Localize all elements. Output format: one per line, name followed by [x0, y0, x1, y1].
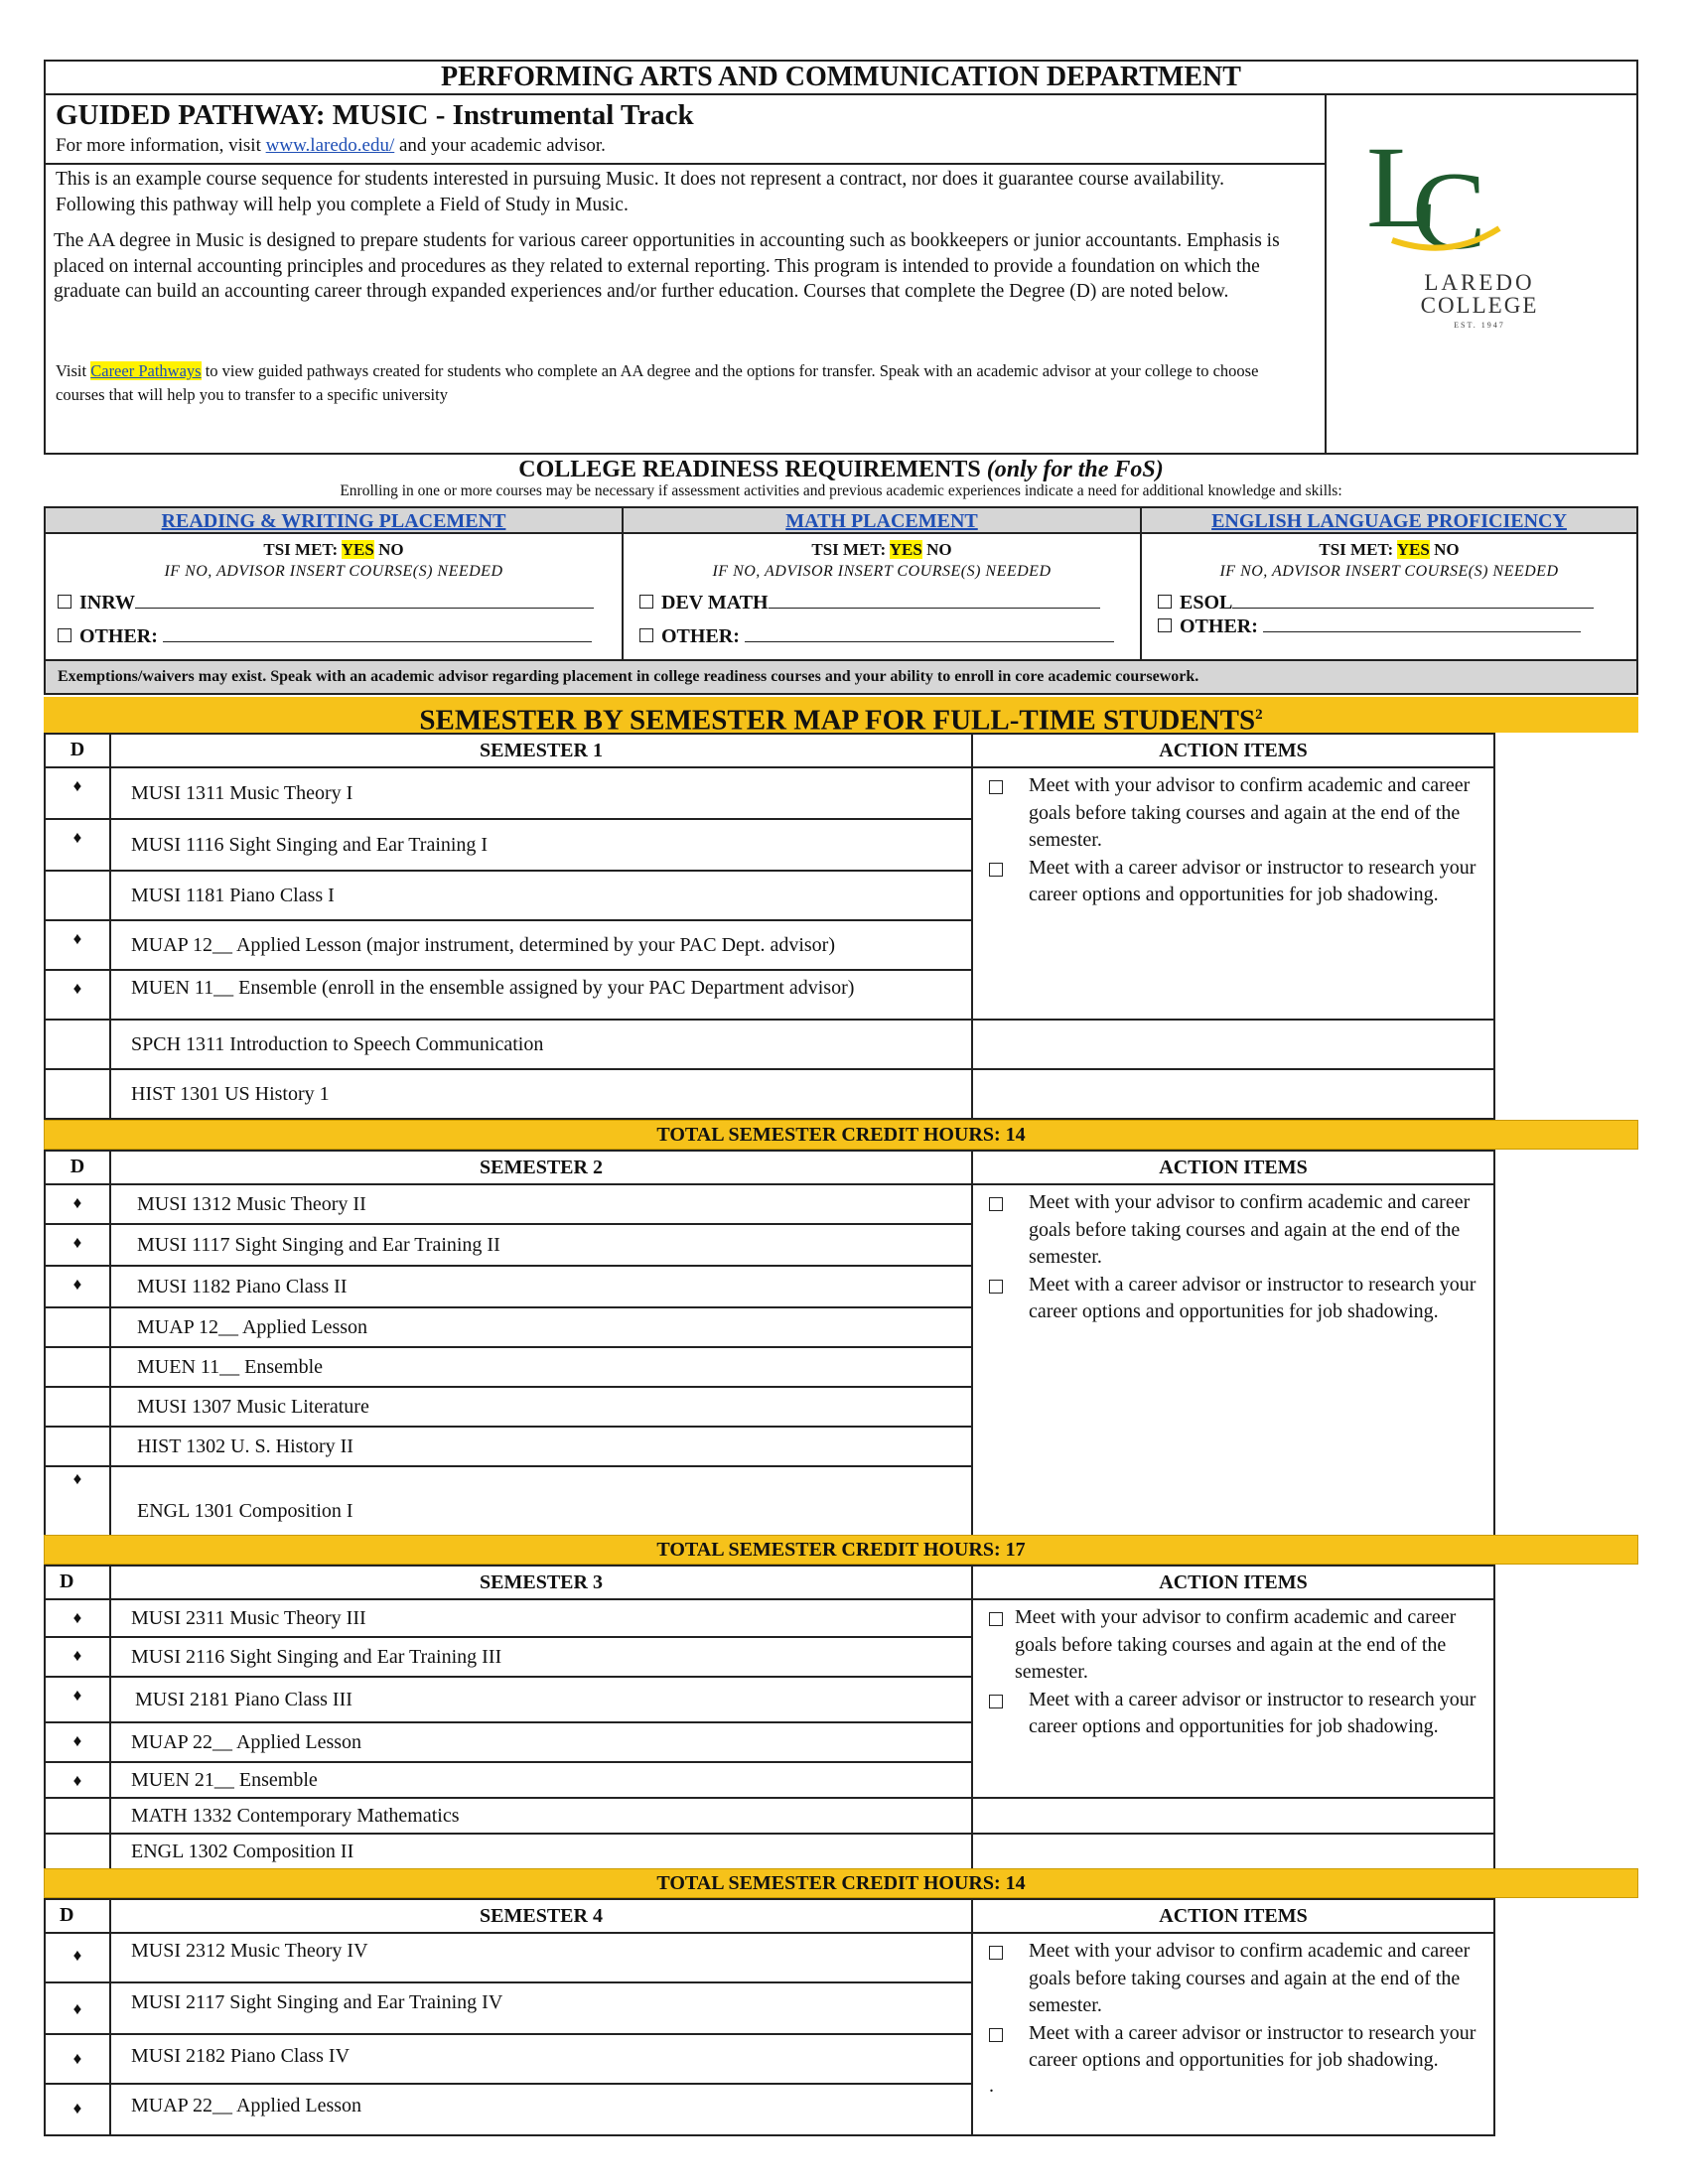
action-item-text: Meet with a career advisor or instructor to research your career options and opportunities for job shadowing.: [1029, 1688, 1477, 1737]
course-cell: MUEN 21__ Ensemble: [110, 1762, 972, 1798]
course-cell: MUSI 1311 Music Theory I: [110, 767, 972, 819]
readiness-title: [44, 455, 1638, 484]
math-placement-heading[interactable]: MATH PLACEMENT: [785, 510, 978, 532]
english-option-esol: [1158, 592, 1594, 614]
intro-paragraph-2: The AA degree in Music is designed to prepare students for various career opportunities in accounting such as bookkeepers or junior accountants. Emphasis is placed on internal accounting principles and procedures as they related to external reporting. This program is intended to provide a foundation on which the graduate can build an accounting career through expanded experiences and/or further education. Courses that complete the Degree (D) are noted below.: [54, 230, 1280, 302]
reading-writing-heading[interactable]: READING & WRITING PLACEMENT: [161, 510, 506, 532]
english-tsi-label: TSI MET:: [1319, 540, 1397, 559]
reading-other-blank[interactable]: [163, 641, 592, 642]
logo-image: [1331, 109, 1628, 338]
info-suffix: and your academic advisor.: [394, 135, 606, 156]
degree-marker: ♦: [45, 1982, 110, 2034]
degree-marker-empty: [45, 1347, 110, 1387]
math-other-checkbox[interactable]: [639, 628, 653, 642]
logo-name-2: COLLEGE: [1420, 293, 1539, 318]
reading-tsi: [46, 540, 622, 560]
action-item: [989, 1687, 1483, 1741]
degree-marker: ♦: [45, 2034, 110, 2084]
intro-paragraph-1: This is an example course sequence for students interested in pursuing Music. It does not represent a contract, nor does it guarantee course availability. Following this pathway will help you complete a Field of Study in Music.: [56, 169, 1225, 215]
course-cell: MUEN 11__ Ensemble (enroll in the ensemble assigned by your PAC Department advisor): [110, 970, 972, 1020]
esol-blank[interactable]: [1232, 608, 1594, 609]
action-item-text: Meet with your advisor to confirm academic and career goals before taking courses and again at the end of the semester.: [1029, 1940, 1471, 2016]
inrw-blank[interactable]: [135, 608, 594, 609]
degree-marker: ♦: [45, 1599, 110, 1637]
action-item: [989, 1272, 1483, 1326]
title-divider: [44, 163, 1325, 165]
action-checkbox[interactable]: [989, 1612, 1003, 1626]
semester-4-header: SEMESTER 4: [110, 1899, 972, 1933]
degree-marker-empty: [45, 1427, 110, 1466]
action-checkbox[interactable]: [989, 1946, 1003, 1960]
trailing-mark: .: [989, 2074, 994, 2097]
action-item: [989, 2020, 1483, 2075]
course-cell: MUSI 2181 Piano Class III: [110, 1677, 972, 1722]
math-tsi-label: TSI MET:: [811, 540, 890, 559]
reading-other-checkbox[interactable]: [58, 628, 71, 642]
degree-marker: ♦: [45, 1637, 110, 1677]
course-cell: MUSI 1312 Music Theory II: [110, 1184, 972, 1224]
english-tsi-no: NO: [1429, 540, 1460, 559]
action-item-text: Meet with your advisor to confirm academic and career goals before taking courses and again at the end of the semester.: [1015, 1606, 1457, 1683]
laredo-link[interactable]: www.laredo.edu/: [265, 135, 395, 156]
action-item: [989, 1604, 1483, 1687]
logo-divider: [1325, 95, 1327, 455]
english-other-blank[interactable]: [1263, 631, 1581, 632]
action-items-header: ACTION ITEMS: [972, 1151, 1494, 1184]
readiness-title-text: COLLEGE READINESS REQUIREMENTS: [518, 457, 981, 482]
course-cell: MUSI 1307 Music Literature: [110, 1387, 972, 1427]
course-cell: MUSI 2117 Sight Singing and Ear Training IV: [110, 1982, 972, 2034]
d-column-header: D: [45, 734, 110, 767]
devmath-checkbox[interactable]: [639, 595, 653, 609]
course-cell: MUAP 12__ Applied Lesson (major instrument, determined by your PAC Dept. advisor): [110, 920, 972, 970]
reading-tsi-label: TSI MET:: [263, 540, 342, 559]
inrw-checkbox[interactable]: [58, 595, 71, 609]
english-proficiency-heading[interactable]: ENGLISH LANGUAGE PROFICIENCY: [1211, 510, 1567, 532]
course-cell: MUAP 22__ Applied Lesson: [110, 1722, 972, 1762]
logo-l: L: [1366, 122, 1439, 252]
action-checkbox[interactable]: [989, 2028, 1003, 2042]
esol-checkbox[interactable]: [1158, 595, 1172, 609]
course-cell: HIST 1302 U. S. History II: [110, 1427, 972, 1466]
degree-marker-empty: [45, 1834, 110, 1869]
visit-suffix: to view guided pathways created for students who complete an AA degree and the options for transfer. Speak with an academic advisor at your college to choose courses that will help you to transfer to a specific university: [56, 361, 1259, 404]
english-advisor-note: IF NO, ADVISOR INSERT COURSE(S) NEEDED: [1219, 563, 1559, 580]
action-item-text: Meet with a career advisor or instructor to research your career options and opportunities for job shadowing.: [1029, 1273, 1477, 1322]
devmath-label: DEV MATH: [661, 592, 769, 614]
english-option-other: [1158, 615, 1581, 638]
exemptions-bar: Exemptions/waivers may exist. Speak with an academic advisor regarding placement in college readiness courses and your ability to enroll in core academic coursework.: [44, 661, 1638, 695]
math-advisor-note: IF NO, ADVISOR INSERT COURSE(S) NEEDED: [712, 563, 1052, 580]
action-empty: [972, 1069, 1494, 1119]
course-cell: MUAP 22__ Applied Lesson: [110, 2084, 972, 2135]
degree-marker: ♦: [45, 1677, 110, 1722]
action-items: [972, 1933, 1494, 2135]
action-items: [972, 1599, 1494, 1798]
course-cell: HIST 1301 US History 1: [110, 1069, 972, 1119]
action-item: [989, 1189, 1483, 1272]
course-cell: MUSI 1117 Sight Singing and Ear Training II: [110, 1224, 972, 1266]
degree-marker-empty: [45, 1798, 110, 1834]
readiness-subtitle: Enrolling in one or more courses may be necessary if assessment activities and previous academic experiences indicate a need for additional knowledge and skills:: [340, 482, 1342, 499]
action-items: [972, 767, 1494, 1020]
semester-1-total: TOTAL SEMESTER CREDIT HOURS: 14: [44, 1120, 1638, 1150]
info-line: [56, 135, 606, 157]
action-items-header: ACTION ITEMS: [972, 1566, 1494, 1599]
reading-tsi-no: NO: [373, 540, 404, 559]
semester-2-header: SEMESTER 2: [110, 1151, 972, 1184]
reading-option-other: [58, 625, 592, 648]
laredo-college-logo: [1331, 109, 1628, 338]
english-tsi: [1142, 540, 1636, 560]
degree-marker-empty: [45, 1020, 110, 1069]
degree-marker-empty: [45, 871, 110, 920]
course-cell: ENGL 1302 Composition II: [110, 1834, 972, 1869]
course-cell: MUEN 11__ Ensemble: [110, 1347, 972, 1387]
course-cell: MUSI 1181 Piano Class I: [110, 871, 972, 920]
esol-label: ESOL: [1180, 592, 1233, 614]
action-item-text: Meet with a career advisor or instructor to research your career options and opportunities for job shadowing.: [1029, 2021, 1477, 2071]
d-column-header: D: [45, 1151, 110, 1184]
course-cell: MUSI 1116 Sight Singing and Ear Training I: [110, 819, 972, 871]
degree-marker: ♦: [45, 1762, 110, 1798]
math-other-blank[interactable]: [745, 641, 1114, 642]
degree-marker: ♦: [45, 1266, 110, 1307]
math-tsi-no: NO: [921, 540, 952, 559]
d-column-header: D: [45, 1899, 110, 1933]
action-item-text: Meet with your advisor to confirm academic and career goals before taking courses and again at the end of the semester.: [1029, 1191, 1471, 1268]
semester-4-table: [44, 1898, 1495, 2136]
degree-marker: ♦: [45, 2084, 110, 2135]
action-checkbox[interactable]: [989, 1197, 1003, 1211]
course-cell: ENGL 1301 Composition I: [110, 1466, 972, 1538]
semester-3-table: [44, 1565, 1495, 1870]
semester-3-total: TOTAL SEMESTER CREDIT HOURS: 14: [44, 1868, 1638, 1898]
english-other-checkbox[interactable]: [1158, 618, 1172, 632]
action-item: [989, 855, 1483, 909]
degree-marker-empty: [45, 1307, 110, 1347]
action-items-header: ACTION ITEMS: [972, 1899, 1494, 1933]
pathway-title: GUIDED PATHWAY: MUSIC - Instrumental Track: [56, 99, 694, 131]
degree-marker: ♦: [45, 1184, 110, 1224]
d-column-header: D: [45, 1566, 110, 1599]
career-pathways-link[interactable]: Career Pathways: [90, 361, 202, 380]
math-other-label: OTHER:: [661, 625, 740, 647]
semester-1-table: [44, 733, 1495, 1120]
math-option-devmath: [639, 592, 1100, 614]
logo-name-1: LAREDO: [1424, 270, 1535, 295]
action-item: [989, 772, 1483, 855]
course-cell: MUSI 2312 Music Theory IV: [110, 1933, 972, 1982]
semester-map-title-sup: 2: [1255, 707, 1263, 723]
semester-2-table: [44, 1150, 1495, 1539]
action-empty: [972, 1020, 1494, 1069]
action-empty: [972, 1798, 1494, 1834]
action-checkbox[interactable]: [989, 780, 1003, 794]
degree-marker-empty: [45, 1069, 110, 1119]
course-cell: SPCH 1311 Introduction to Speech Communication: [110, 1020, 972, 1069]
action-checkbox[interactable]: [989, 1280, 1003, 1294]
course-cell: MUSI 2116 Sight Singing and Ear Training III: [110, 1637, 972, 1677]
action-checkbox[interactable]: [989, 863, 1003, 877]
career-pathways-line: [56, 359, 1307, 407]
course-cell: MUSI 2182 Piano Class IV: [110, 2034, 972, 2084]
math-option-other: [639, 625, 1114, 648]
semester-1-header: SEMESTER 1: [110, 734, 972, 767]
semester-2-total: TOTAL SEMESTER CREDIT HOURS: 17: [44, 1535, 1638, 1565]
degree-marker: ♦: [45, 1722, 110, 1762]
degree-marker-empty: [45, 1387, 110, 1427]
reading-advisor-note: IF NO, ADVISOR INSERT COURSE(S) NEEDED: [164, 563, 503, 580]
semester-3-header: SEMESTER 3: [110, 1566, 972, 1599]
info-prefix: For more information, visit: [56, 135, 266, 156]
degree-marker: ♦: [45, 819, 110, 871]
degree-marker: ♦: [45, 920, 110, 970]
logo-c: C: [1412, 150, 1486, 273]
course-cell: MUAP 12__ Applied Lesson: [110, 1307, 972, 1347]
math-tsi: [624, 540, 1140, 560]
action-items: [972, 1184, 1494, 1538]
semester-map-title: [44, 697, 1638, 737]
devmath-blank[interactable]: [769, 608, 1100, 609]
action-empty: [972, 1834, 1494, 1869]
logo-est: EST. 1947: [1454, 321, 1505, 330]
semester-map-title-text: SEMESTER BY SEMESTER MAP FOR FULL-TIME STUDENTS: [419, 704, 1256, 737]
english-tsi-yes: YES: [1396, 540, 1430, 559]
degree-marker: ♦: [45, 1933, 110, 1982]
degree-marker: ♦: [45, 1466, 110, 1538]
readiness-title-note: (only for the FoS): [986, 457, 1164, 482]
visit-prefix: Visit: [56, 361, 91, 380]
course-cell: MATH 1332 Contemporary Mathematics: [110, 1798, 972, 1834]
degree-marker: ♦: [45, 970, 110, 1020]
degree-marker: ♦: [45, 767, 110, 819]
inrw-label: INRW: [79, 592, 135, 614]
action-item-text: Meet with your advisor to confirm academic and career goals before taking courses and again at the end of the semester.: [1029, 774, 1471, 851]
action-item: [989, 1938, 1483, 2020]
department-title: PERFORMING ARTS AND COMMUNICATION DEPARTMENT: [44, 60, 1638, 95]
math-tsi-yes: YES: [889, 540, 922, 559]
course-cell: MUSI 1182 Piano Class II: [110, 1266, 972, 1307]
course-cell: MUSI 2311 Music Theory III: [110, 1599, 972, 1637]
action-checkbox[interactable]: [989, 1695, 1003, 1708]
reading-other-label: OTHER:: [79, 625, 158, 647]
action-items-header: ACTION ITEMS: [972, 734, 1494, 767]
english-other-label: OTHER:: [1180, 615, 1258, 637]
degree-marker: ♦: [45, 1224, 110, 1266]
action-item-text: Meet with a career advisor or instructor to research your career options and opportunities for job shadowing.: [1029, 856, 1477, 905]
reading-option-inrw: [58, 592, 594, 614]
reading-tsi-yes: YES: [341, 540, 374, 559]
